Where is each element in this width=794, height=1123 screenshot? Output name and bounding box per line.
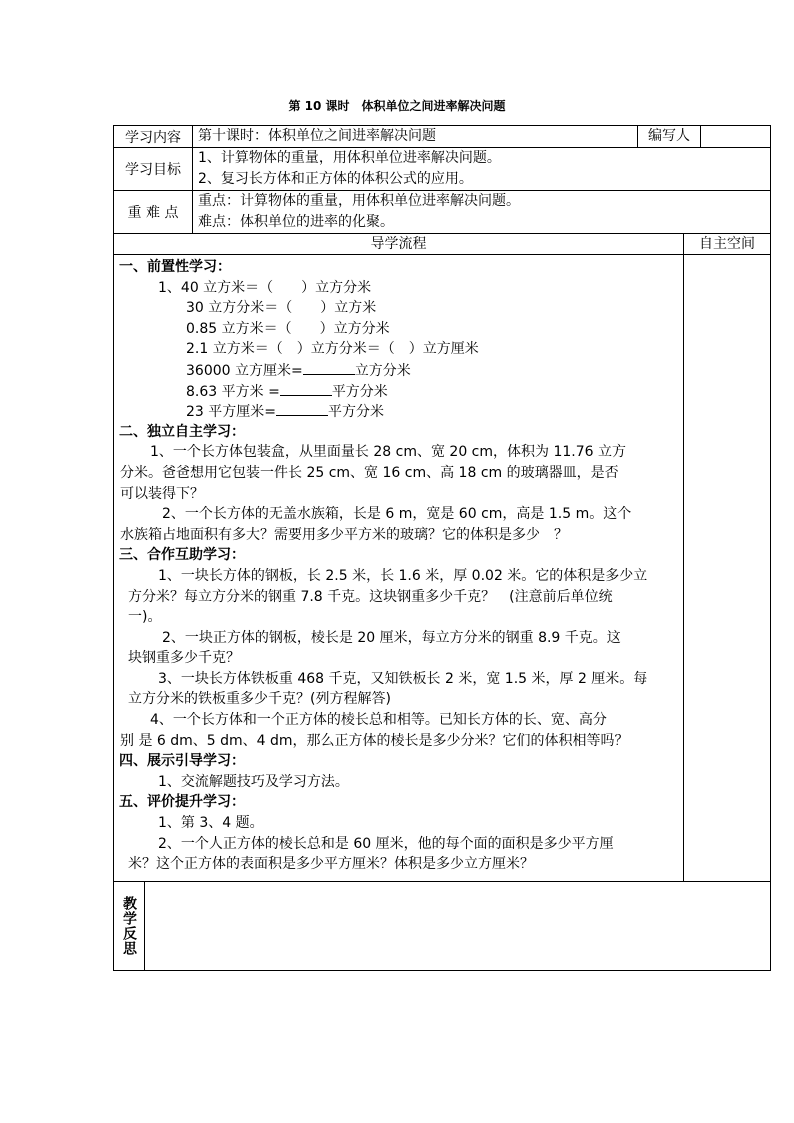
problem-line: 1、第 3、4 题。 — [158, 815, 264, 832]
space-header: 自主空间 — [684, 234, 771, 255]
fill-blank-line — [114, 381, 683, 402]
problem-line: 立方分米的铁板重多少千克？(列方程解答) — [128, 691, 391, 708]
goal-line: 2、复习长方体和正方体的体积公式的应用。 — [198, 171, 473, 187]
problem-line: 方分米？每立方分米的钢重 7.8 千克。这块钢重多少千克？ (注意前后单位统 — [128, 588, 613, 605]
problem-line: 一)。 — [128, 609, 162, 626]
section-title: 二、独立自主学习： — [119, 423, 245, 440]
problem-line: 块钢重多少千克？ — [128, 650, 240, 667]
answer-blank — [303, 360, 355, 375]
keys-cell — [193, 191, 771, 234]
header-row — [114, 234, 771, 255]
content-value: 第十课时：体积单位之间进率解决问题 — [198, 128, 436, 144]
problem-line: 分米。爸爸想用它包装一件长 25 cm、宽 16 cm、高 18 cm 的玻璃器皿，是否 — [120, 464, 619, 481]
keys-row — [114, 191, 771, 234]
content-label: 学习内容 — [114, 126, 193, 148]
exercise-line: 0.85 立方米＝（ ）立方分米 — [186, 320, 390, 337]
fill-unit: 平方分米 — [331, 383, 388, 400]
content-row — [114, 126, 771, 148]
fill-text: 36000 立方厘米= — [186, 362, 303, 379]
problem-line: 水族箱占地面积有多大？需要用多少平方米的玻璃？它的体积是多少 ？ — [120, 526, 568, 543]
goals-cell — [193, 148, 771, 191]
problem-line: 1、一个长方体包装盒，从里面量长 28 cm、宽 20 cm，体积为 11.76 立方 — [150, 444, 626, 461]
author-label: 编写人 — [638, 126, 701, 147]
answer-blank — [276, 401, 328, 416]
answer-blank — [280, 381, 332, 396]
exercise-line: 1、40 立方米＝（ ）立方分米 — [158, 279, 372, 296]
author-value — [701, 126, 770, 147]
problem-line: 1、交流解题技巧及学习方法。 — [158, 773, 349, 790]
section-title: 一、前置性学习： — [119, 259, 231, 275]
section-title: 五、评价提升学习： — [119, 794, 245, 811]
fill-text: 8.63 平方米 = — [186, 383, 280, 400]
fill-blank-line — [114, 360, 683, 381]
content-value-cell — [193, 126, 638, 148]
key-line: 难点：体积单位的进率的化聚。 — [198, 214, 394, 230]
section-title: 三、合作互助学习： — [119, 547, 245, 564]
goal-line: 1、计算物体的重量，用体积单位进率解决问题。 — [198, 150, 501, 166]
fill-text: 23 平方厘米= — [186, 404, 276, 421]
problem-line: 2、一块正方体的钢板，棱长是 20 厘米，每立方分米的钢重 8.9 千克。这 — [162, 629, 621, 646]
problem-line: 别 是 6 dm、5 dm、4 dm，那么正方体的棱长是多少分米？它们的体积相等吗？ — [120, 732, 629, 749]
reflection-area — [145, 882, 770, 970]
flow-header: 导学流程 — [114, 234, 684, 255]
exercise-line: 30 立方分米＝（ ）立方米 — [186, 300, 377, 317]
problem-line: 1、一块长方体的钢板，长 2.5 米，长 1.6 米，厚 0.02 米。它的体积是多少立 — [158, 567, 648, 584]
goals-row — [114, 148, 771, 191]
fill-unit: 平方分米 — [328, 404, 384, 421]
problem-line: 米？这个正方体的表面积是多少平方厘米？体积是多少立方厘米？ — [128, 856, 534, 873]
reflection-cell — [114, 881, 771, 970]
fill-blank-line — [114, 401, 683, 422]
exercise-line: 2.1 立方米＝（ ）立方分米＝（ ）立方厘米 — [186, 341, 479, 358]
problem-line: 3、一块长方体铁板重 468 千克，又知铁板长 2 米，宽 1.5 米，厚 2 厘米。每 — [158, 670, 648, 687]
author-cell — [638, 126, 771, 148]
lesson-plan-table — [113, 125, 771, 971]
reflection-label-box — [114, 882, 145, 970]
flow-row — [114, 255, 771, 882]
reflection-label: 教学反思 — [121, 895, 137, 956]
reflection-row — [114, 881, 771, 970]
keys-label: 重 难 点 — [114, 191, 193, 234]
flow-body — [114, 255, 684, 882]
document-title: 第 10 课时 体积单位之间进率解决问题 — [288, 99, 506, 113]
key-line: 重点：计算物体的重量，用体积单位进率解决问题。 — [198, 193, 520, 209]
problem-line: 2、一个人正方体的棱长总和是 60 厘米，他的每个面的面积是多少平方厘 — [158, 835, 614, 852]
problem-line: 可以装得下？ — [120, 485, 204, 502]
fill-unit: 立方分米 — [354, 362, 411, 379]
section-title: 四、展示引导学习： — [119, 753, 245, 770]
goals-label: 学习目标 — [114, 148, 193, 191]
problem-line: 4、一个长方体和一个正方体的棱长总和相等。已知长方体的长、宽、高分 — [150, 712, 607, 729]
problem-line: 2、一个长方体的无盖水族箱，长是 6 m，宽是 60 cm，高是 1.5 m。这个 — [162, 506, 632, 523]
self-space-cell — [684, 255, 771, 882]
